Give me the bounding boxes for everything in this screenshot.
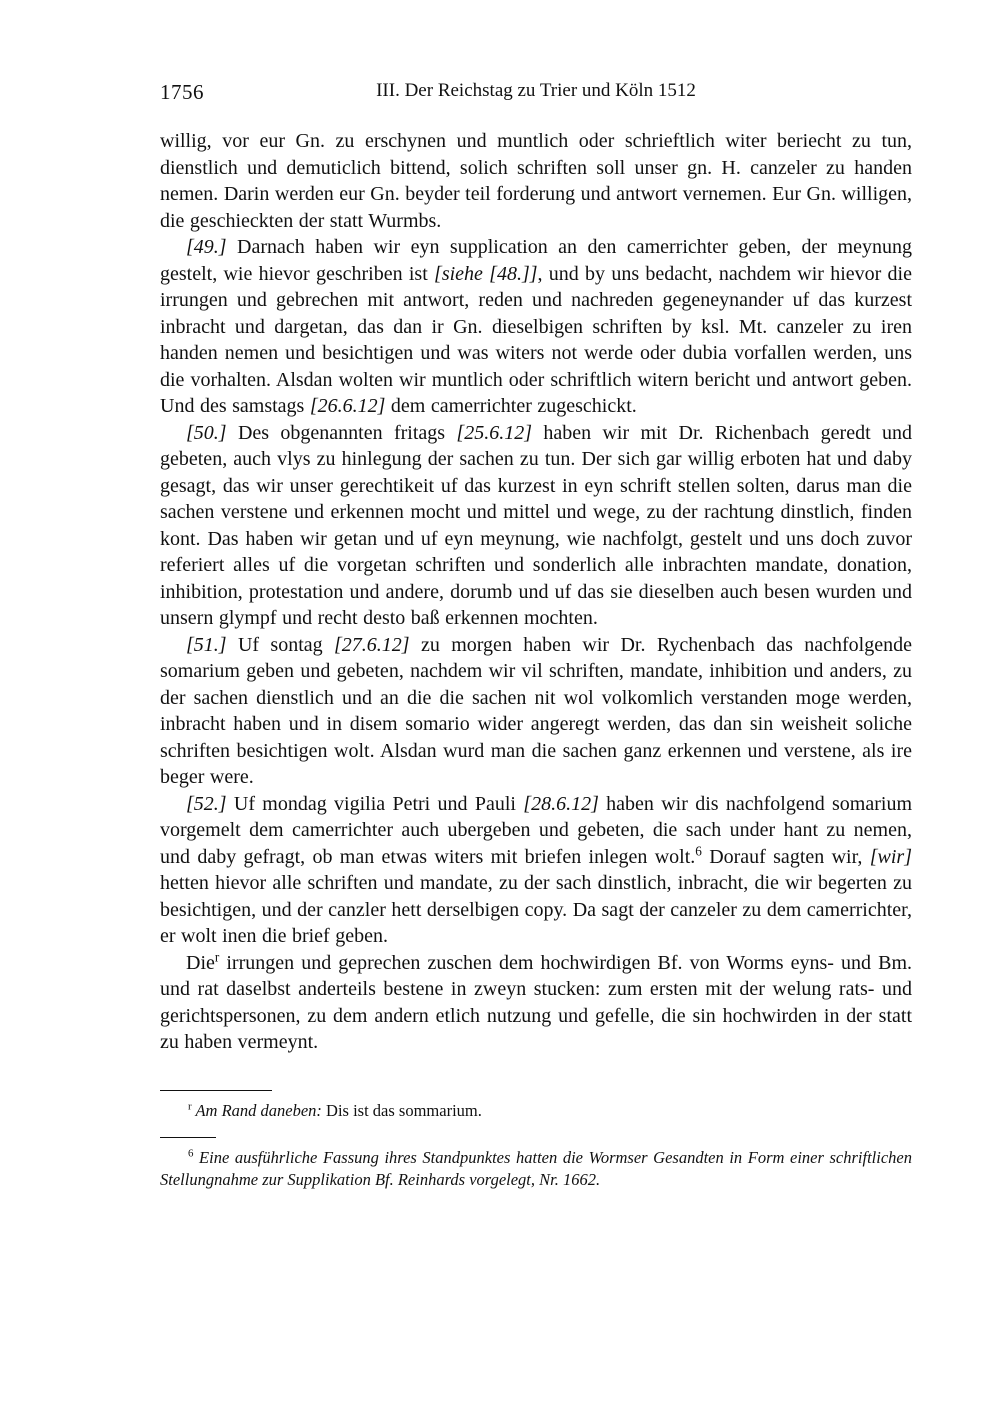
text-segment: zu morgen haben wir Dr. Rychenbach das nachfolgende somarium geben und gebeten, nachdem wir vil schriften, mandate, inhibition und anders, zu der sachen dienstlich und an die die sachen nit wol volkomlich verstanden moge werden, inbracht haben und in disem somario wider angeregt werden, das dan sin weisheit soliche schriften besichtigen wolt. Alsdan wurd man die sachen ganz erkennen und verstene, als ire beger were. [160, 633, 912, 788]
text-segment: [27.6.12] [334, 633, 410, 656]
footnote-marker: 6 [188, 1147, 194, 1160]
paragraph-continuation [160, 128, 912, 234]
text-segment: Dis ist das sommarium. [321, 1100, 482, 1120]
text-segment: Uf sontag [226, 633, 335, 656]
text-segment: [26.6.12] [309, 395, 386, 417]
page-header [160, 80, 912, 110]
footnotes-section [160, 1090, 912, 1191]
footnote-text [160, 1147, 912, 1190]
text-segment: Uf mondag vigilia Petri und Pauli [226, 792, 524, 815]
text-segment: haben wir dis nachfolgend somarium vorgemelt dem camerrichter auch ubergeben und gebeten, die sach under hant zu nemen, und daby gefragt, ob man etwas witers mit briefen inlegen wolt. [160, 792, 913, 868]
text-segment: Eine ausführliche Fassung ihres Standpunktes hatten die Wormser Gesandten in Form einer schriftlichen Stellungnahme zur Supplikation Bf. Reinhards vorgelegt, Nr. 1662. [160, 1148, 912, 1189]
text-segment: dem camerrichter zugeschickt. [385, 395, 637, 417]
paragraph-51 [160, 632, 912, 791]
text-segment: Des obgenannten fritags [226, 421, 457, 444]
footnote-separator-rule [160, 1137, 216, 1138]
page-number: 1756 [160, 80, 204, 104]
text-segment: Darnach haben wir eyn supplication an den camerrichter geben, der meynung gestelt, wie hievor geschriben ist [160, 236, 912, 285]
footnote-marker: r [214, 948, 220, 964]
footnote-r [160, 1090, 912, 1122]
running-title: III. Der Reichstag zu Trier und Köln 1512 [376, 80, 696, 101]
text-segment: [25.6.12] [456, 421, 532, 444]
text-segment: [50.] [186, 421, 227, 444]
text-segment: Am Rand daneben: [191, 1100, 322, 1120]
text-segment: , und by uns bedacht, nachdem wir hievor die irrungen und gebrechen mit antwort, reden und nachreden gegeneynander uf das kurzest inbracht und dargetan, das dan ir Gn. dieselbigen schriften by ksl. Mt. canzeler zu iren handen nemen und besichtigen und was witers not werde oder dubia vorfallen werden, uns die vorhalten. Alsdan wolten wir muntlich oder schriftlich witern bericht und antwort geben. Und des samstags [160, 262, 912, 417]
footnote-text [160, 1100, 912, 1122]
paragraph-closing [160, 950, 912, 1056]
body-text [160, 128, 912, 1056]
text-segment: willig, vor eur Gn. zu erschynen und muntlich oder schrieftlich witer beriecht zu tun, dienstlich und demuticlich bittend, solich schriften soll unser gn. H. canzeler zu handen nemen. Darin werden eur Gn. beyder teil forderung und antwort vernemen. Eur Gn. willigen, die geschieckten der statt Wurmbs. [160, 130, 912, 232]
text-segment: [49.] [186, 236, 227, 258]
text-segment: hetten hievor alle schriften und mandate, zu der sach dinstlich, inbracht, die wir begerten zu besichtigen, und der canzler hett derselbigen copy. Da sagt der canzeler zu dem camerrichter, er wolt inen die brief geben. [160, 872, 912, 947]
text-segment: [wir] [869, 845, 912, 868]
footnote-marker: r [188, 1100, 192, 1112]
text-segment: irrungen und geprechen zuschen dem hochwirdigen Bf. von Worms eyns- und Bm. und rat daselbst anderteils bestene in zweyn stucken: zum ersten mit der welung rats- und gerichtspersonen, zu dem andern etlich nutzung und gefelle, die sin hochwirden in der statt zu haben vermeynt. [160, 951, 912, 1053]
footnote-marker: 6 [695, 842, 702, 858]
text-segment: [28.6.12] [523, 792, 599, 815]
text-segment: [52.] [186, 792, 227, 815]
paragraph-52 [160, 791, 912, 950]
text-segment: Dorauf sagten wir, [701, 845, 870, 868]
text-segment: [siehe [48.]] [434, 262, 538, 285]
paragraph-50 [160, 420, 912, 632]
text-segment: Die [186, 951, 215, 974]
text-segment: haben wir mit Dr. Richenbach geredt und gebeten, auch vlys zu hinlegung der sachen zu tun. Der sich gar willig erboten hat und daby gesagt, das wir unser gerechtikeit uf das kurzest in eyn schrift stellen solten, darus man die sachen verstene und erkennen mocht und mittel und wege, zu der rachtung dinstlich, finden kont. Das haben wir getan und uf eyn meynung, wie nachfolgt, gestelt und uns doch zuvor referiert alles uf die vorgetan schriften und sonderlich alle inbrachten mandate, donation, inhibition, protestation und andere, dorumb und uf das sie dieselben auch besen wurden und unsern glympf und recht desto baß erkennen mochten. [160, 421, 912, 629]
footnote-separator-rule [160, 1090, 272, 1091]
footnote-6 [160, 1137, 912, 1190]
text-segment: [51.] [186, 633, 227, 656]
paragraph-49 [160, 234, 912, 420]
